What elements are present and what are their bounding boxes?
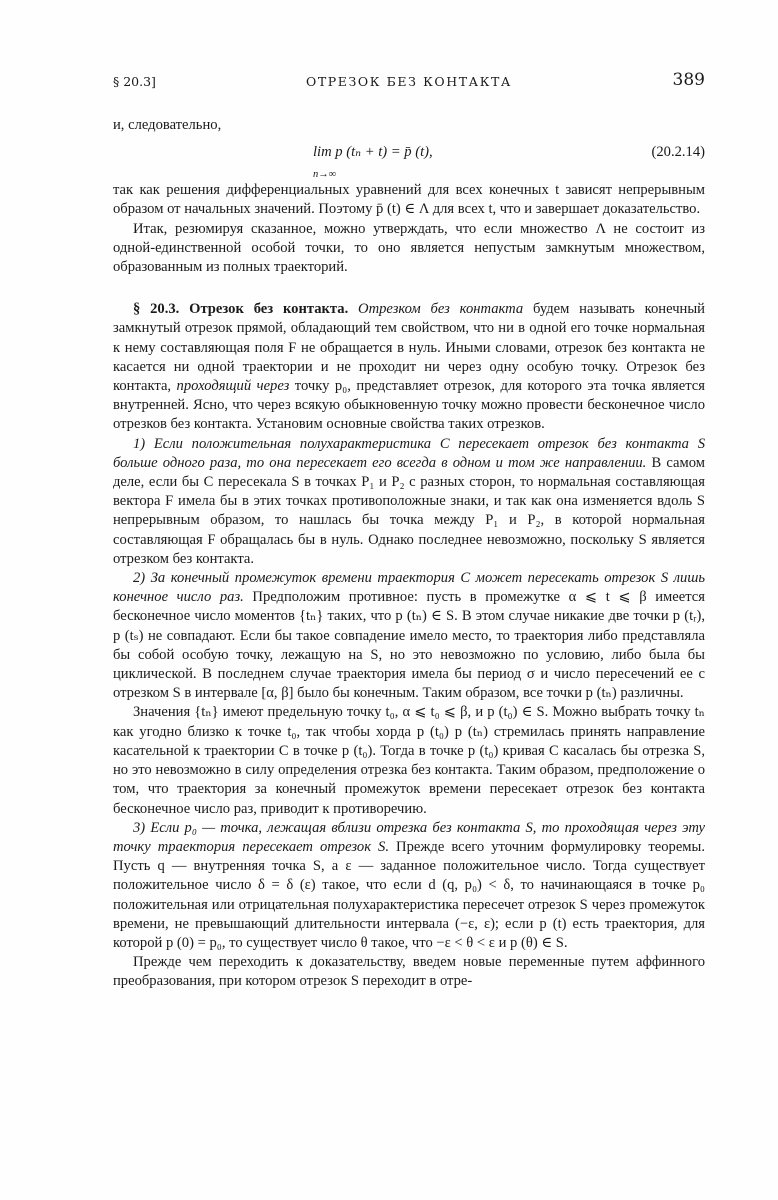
running-header [113, 70, 705, 92]
definition-term-2: проходящий через [176, 378, 290, 395]
intro-line: и, следовательно, [113, 117, 222, 133]
paragraph-6: Значения {tₙ} имеют предельную точку t₀, α ⩽ t₀ ⩽ β, и p (t₀) ∈ S. Можно выбрать точку tₙ как угодно близко к точке t₀, так чтобы хорда p (t₀) p (tₙ) стремилась принять направление касательной к траектории C в точке p (t₀). Тогда в точке p (t₀) кривая C касалась бы отрезка S, но это невозможно в силу определения отрезка без контакта. Таким образом, предположение о том, что траектория за конечный промежуток времени пересекает отрезок без контакта бесконечное число раз, приводит к противоречию. [113, 704, 705, 817]
paragraph-7 [113, 819, 705, 953]
paragraph-5 [113, 569, 705, 703]
section-heading: § 20.3. Отрезок без контакта. [133, 301, 349, 318]
equation-number: (20.2.14) [651, 144, 705, 161]
definition-term: Отрезком без контакта [358, 301, 524, 318]
paragraph-3-end: точку p₀, представляет отрезок, для которого эта точка является внутренней. Ясно, что через всякую обыкновенную точку можно провести бесконечное число отрезков без контакта. Установим основные свойства таких отрезков. [113, 378, 705, 433]
paragraph-4 [113, 435, 705, 569]
formula-expression: lim p (tₙ + t) = p̄ (t), [313, 144, 433, 161]
property-1-proof: В самом деле, если бы C пересекала S в точках P₁ и P₂ с разных сторон, то нормальная составляющая вектора F имела бы в этих точках противоположные знаки, и так как она изменяется вдоль S непрерывным образом, то нашлась бы точка между P₁ и P₂, в которой нормальная составляющая F обращалась бы в нуль. Однако последнее невозможно, поскольку S является отрезком без контакта. [113, 454, 706, 567]
paragraph-2: Итак, резюмируя сказанное, можно утверждать, что если множество Λ не состоит из одной-единственной особой точки, то оно является непустым замкнутым множеством, образованным из полных траекторий. [113, 220, 705, 276]
page-body [113, 116, 705, 992]
property-1-statement: 1) Если положительная полухарактеристика C пересекает отрезок без контакта S больше одного раза, то она пересекает его всегда в одном и том же направлении. [113, 435, 705, 471]
page-number: 389 [672, 70, 705, 90]
property-2-proof: Предположим противное: пусть в промежутке α ⩽ t ⩽ β имеется бесконечное число моментов {tₙ} таких, что p (tₙ) ∈ S. В этом случае никакие две точки p (tᵣ), p (tₛ) не совпадают. Если бы такое совпадение имело место, то траектория либо представляла бы собой особую точку, лежащую на S, но это невозможно по условию, либо была бы циклической. В последнем случае траектория имела бы период σ и число пересечений ее с отрезком S в интервале [α, β] было бы конечным. Таким образом, все точки p (tₙ) различны. [113, 589, 705, 702]
display-formula [113, 135, 705, 181]
property-2-statement: 2) За конечный промежуток времени траектория C может пересекать отрезок S лишь конечное число раз. [113, 570, 705, 606]
paragraph-3 [113, 300, 705, 434]
header-title: ОТРЕЗОК БЕЗ КОНТАКТА [306, 74, 512, 89]
header-section-ref: § 20.3] [113, 74, 156, 89]
paragraph-1: так как решения дифференциальных уравнений для всех конечных t зависят непрерывным образом от начальных значений. Поэтому p̄ (t) ∈ Λ для всех t, что и завершает доказательство. [113, 182, 705, 218]
formula-subscript: n→∞ [313, 169, 337, 181]
section-gap [113, 277, 705, 300]
paragraph-8: Прежде чем переходить к доказательству, введем новые переменные путем аффинного преобразования, при котором отрезок S переходит в отре- [113, 954, 705, 990]
property-3-text: Прежде всего уточним формулировку теоремы. Пусть q — внутренняя точка S, а ε — заданное положительное число. Тогда существует положительное число δ = δ (ε) такое, что если d (q, p₀) < δ, то начинающаяся в точке p₀ положительная или отрицательная полухарактеристика пересечет отрезок S через промежуток времени, не превышающий длительности интервала (−ε, ε); если p (t) есть траектория, для которой p (0) = p₀, то существует число θ такое, что −ε < θ < ε и p (θ) ∈ S. [113, 838, 705, 951]
property-3-statement: 3) Если p₀ — точка, лежащая вблизи отрезка без контакта S, то проходящая через эту точку траектория пересекает отрезок S. [113, 819, 705, 855]
paragraph-3-text: будем называть конечный замкнутый отрезок прямой, обладающий тем свойством, что ни в одной его точке нормальная к нему составляющая поля F не обращается в нуль. Иными словами, отрезок без контакта не касается ни одной траектории и не проходит ни через одну особую точку. Отрезок без контакта, [113, 301, 705, 395]
